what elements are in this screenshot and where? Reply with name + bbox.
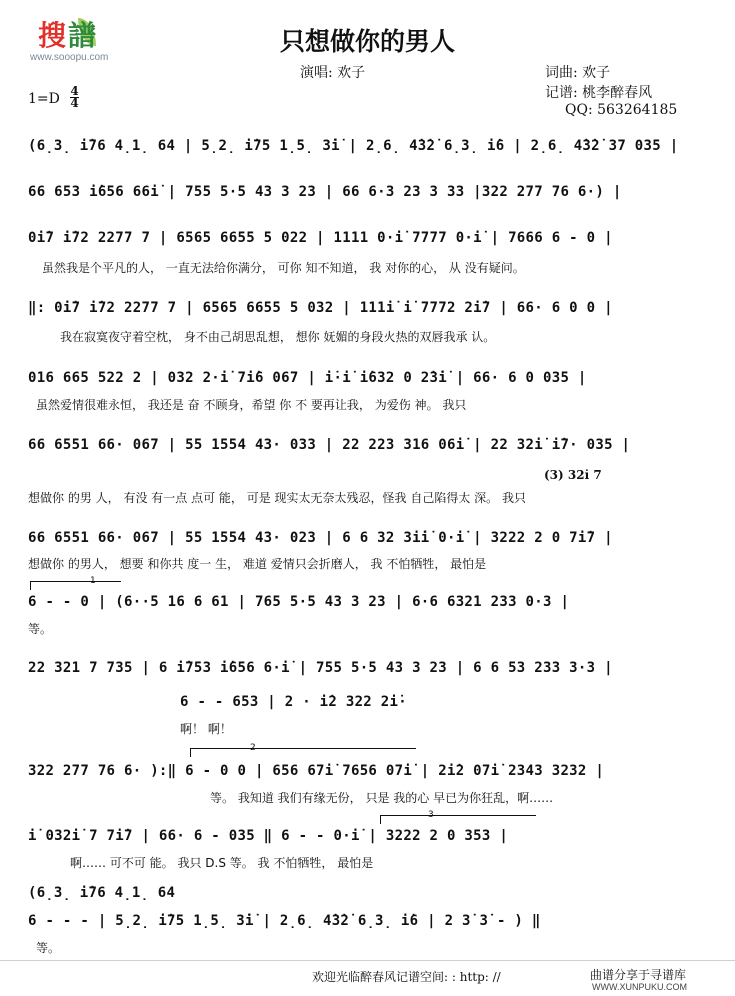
lyric-row-9b: 啊！ 啊！ bbox=[180, 722, 232, 736]
time-signature bbox=[70, 86, 79, 109]
footer-right-text: 曲谱分享于寻谱库 bbox=[590, 968, 687, 982]
score-row-3: 0i̇7 i̇72 2277 7 | 6565 6655 5 022 | 1111 0·i̇ 7777 0·i̇ | 7666 6 - 0 | bbox=[28, 230, 613, 246]
volta-1-bracket bbox=[30, 581, 121, 590]
lyric-row-8: 等。 bbox=[28, 622, 53, 636]
score-row-2: 66 653 i̇656 66i̇ | 755 5·5 43 3 23 | 66 6·3 23 3 33 |322 277 76 6·) | bbox=[28, 184, 622, 200]
volta-2-number: 2 bbox=[250, 743, 256, 753]
logo-url: www.sooopu.com bbox=[30, 52, 109, 63]
singer: 演唱: 欢子 bbox=[300, 65, 366, 81]
time-sig-top: 4 bbox=[70, 84, 79, 98]
score-row-11: i̇ 032i̇ 7 7i̇7 | 66· 6 - 035 ‖ 6 - - 0·i̇ | 3222 2 0 353 | bbox=[28, 828, 509, 844]
time-sig-bottom: 4 bbox=[70, 96, 79, 110]
lyric-row-5: 虽然爱情很难永恒， 我还是 奋 不顾身，希望 你 不 要再让我， 为爱伤 神。 我只 bbox=[36, 398, 467, 412]
lyric-row-3: 虽然我是个平凡的人， 一直无法给你满分， 可你 知不知道， 我 对你的心， 从 没有疑问。 bbox=[42, 261, 525, 275]
volta-1-number: 1 bbox=[90, 576, 96, 586]
song-title: 只想做你的男人 bbox=[279, 27, 455, 56]
volta-3-bracket bbox=[380, 815, 536, 824]
footer-left-text: 欢迎光临醉春风记谱空间: : http: // bbox=[312, 970, 501, 984]
lyric-row-10: 等。 我知道 我们有缘无份， 只是 我的心 早已为你狂乱，啊…… bbox=[210, 791, 554, 805]
lyric-row-13: 等。 bbox=[36, 941, 61, 955]
footer-divider bbox=[0, 960, 735, 961]
score-row-6: 66 6551 66· 067 | 55 1554 43· 033 | 22 223 316 06i̇ | 22 32i̇ i̇7· 035 | bbox=[28, 437, 631, 453]
logo-char-1: 搜 bbox=[38, 19, 69, 52]
footer-right-url: WWW.XUNPUKU.COM bbox=[592, 982, 687, 992]
score-row-7: 66 6551 66· 067 | 55 1554 43· 023 | 6 6 32 3i̇i̇ 0·i̇ | 3222 2 0 7i̇7 | bbox=[28, 530, 613, 546]
score-row-8: 6 - - 0 | (6··5 16 6 61 | 765 5·5 43 3 23 | 6·6 6321 233 0·3 | bbox=[28, 594, 570, 610]
score-row-5: 016 665 522 2 | 032 2·i̇ 7i̇6 067 | i̇·i̇ i̇632 0 2̇3̇i̇ | 66· 6 0 035 | bbox=[28, 370, 587, 386]
key-signature: 1=D bbox=[28, 91, 60, 107]
score-row-12: (6̣3̣ i̇76 4̣1̣ 64 bbox=[28, 885, 176, 901]
transcriber: 记谱: 桃李醉春风 bbox=[545, 85, 653, 101]
annotation-alt-notes: (3) 32i̇ 7 bbox=[544, 468, 602, 482]
composer: 词曲: 欢子 bbox=[545, 65, 611, 81]
lyric-row-4: 我在寂寞夜守着空枕， 身不由己胡思乱想， 想你 妩媚的身段火热的双唇我承 认。 bbox=[60, 330, 496, 344]
score-row-1: (6̣3̣ i̇76 4̣1̣ 64 | 5̣2̣ i̇75 1̣5̣ 3̇i̇ | 2̣6̣ 4̇3̇2̇ 6̣3̣ i̇6 | 2̣6̣ 4̇3̇2̇ 37 035 | bbox=[28, 138, 679, 154]
volta-2-bracket bbox=[190, 748, 416, 757]
score-row-9b: 6 - - 653 | 2 · i̇2 322 2i̇· bbox=[180, 694, 407, 710]
score-row-13: 6 - - - | 5̣2̣ i̇75 1̣5̣ 3̇i̇ | 2̣6̣ 4̇3̇2̇ 6̣3̣ i̇6 | 2 3̇ 3̇ - ) ‖ bbox=[28, 913, 541, 929]
volta-3-number: 3 bbox=[428, 810, 434, 820]
score-row-9: 22 321 7 735 | 6 i̇753 i̇656 6·i̇ | 755 5·5 43 3 23 | 6 6 53 233 3·3 | bbox=[28, 660, 613, 676]
score-row-4: ‖: 0i̇7 i̇72 2277 7 | 6565 6655 5 032 | 111i̇ i̇ 7772 2i̇7 | 66· 6 0 0 | bbox=[28, 300, 613, 316]
qq-number: QQ: 563264185 bbox=[565, 102, 678, 118]
lyric-row-7: 想做你 的男人， 想要 和你共 度一 生， 难道 爱情只会折磨人， 我 不怕牺牲， 最怕是 bbox=[28, 557, 487, 571]
logo-char-2: 譜 bbox=[68, 19, 99, 52]
lyric-row-6: 想做你 的男 人， 有没 有一点 点可 能， 可是 现实太无奈太残忍，怪我 自己陷得太 深。 我只 bbox=[28, 491, 526, 505]
score-row-10: 322 277 76 6· ):‖ 6 - 0 0 | 656 67i̇ 7656 07i̇ | 2i̇2 07i̇ 2343 3232 | bbox=[28, 763, 605, 779]
lyric-row-11: 啊…… 可不可 能。 我只 D.S 等。 我 不怕牺牲， 最怕是 bbox=[70, 856, 374, 870]
